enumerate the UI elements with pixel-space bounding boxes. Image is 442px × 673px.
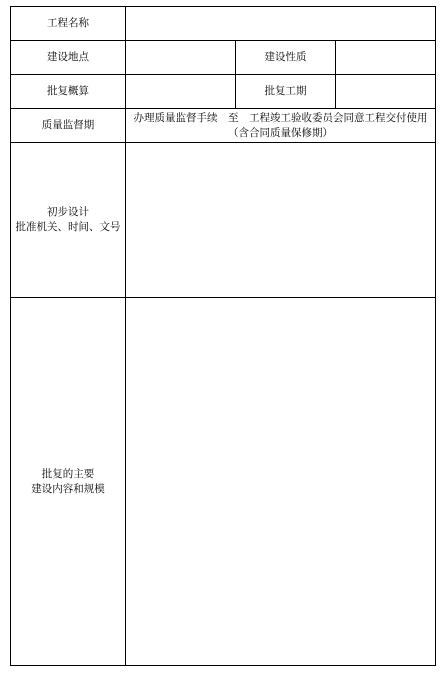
approval-label-line1: 批复的主要 — [41, 467, 95, 480]
duration-label: 批复工期 — [236, 75, 336, 109]
project-name-label: 工程名称 — [11, 7, 126, 41]
location-label: 建设地点 — [11, 41, 126, 75]
form-table — [10, 6, 436, 666]
quality-period-label: 质量监督期 — [11, 109, 126, 143]
quality-period-text-line2: （含合同质量保修期） — [228, 127, 333, 139]
design-value[interactable] — [126, 143, 436, 298]
approval-label — [11, 298, 126, 666]
duration-value[interactable] — [336, 75, 436, 109]
budget-value[interactable] — [126, 75, 236, 109]
quality-period-value — [126, 109, 436, 143]
nature-label: 建设性质 — [236, 41, 336, 75]
row-project-name — [11, 7, 436, 41]
row-quality-period — [11, 109, 436, 143]
project-info-form — [10, 6, 435, 665]
budget-label: 批复概算 — [11, 75, 126, 109]
row-location-nature — [11, 41, 436, 75]
quality-period-text-line1: 办理质量监督手续 至 工程竣工验收委员会同意工程交付使用 — [133, 112, 428, 124]
design-label-line2: 批准机关、时间、文号 — [15, 221, 121, 233]
row-preliminary-design — [11, 143, 436, 298]
design-label-line1: 初步设计 — [47, 206, 89, 218]
location-value[interactable] — [126, 41, 236, 75]
row-approval-content — [11, 298, 436, 666]
project-name-value[interactable] — [126, 7, 436, 41]
nature-value[interactable] — [336, 41, 436, 75]
approval-value[interactable] — [126, 298, 436, 666]
row-budget-duration — [11, 75, 436, 109]
approval-label-line2: 建设内容和规模 — [31, 482, 105, 495]
design-label — [11, 143, 126, 298]
